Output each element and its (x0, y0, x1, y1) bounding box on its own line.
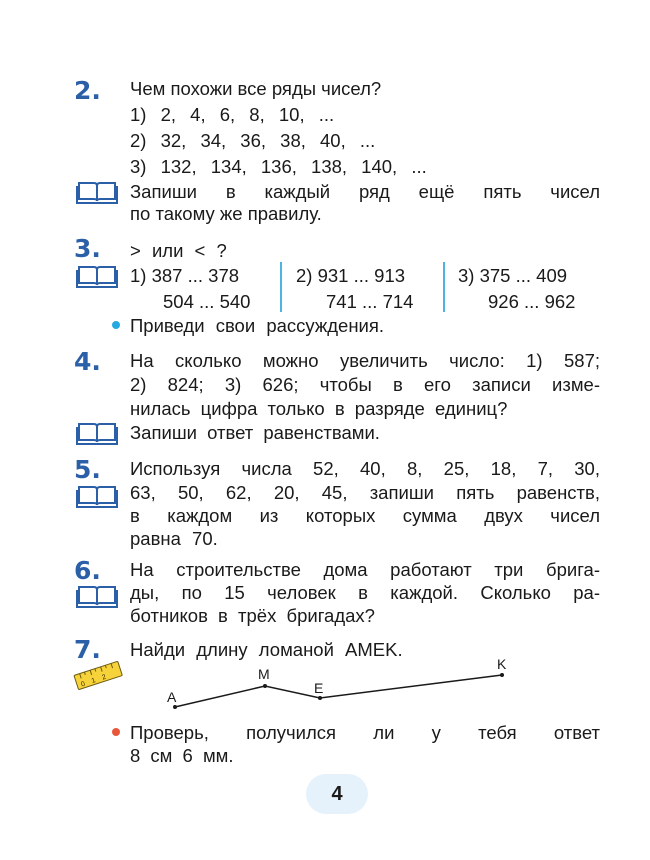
check-text: Проверь, получился ли у тебя ответ (130, 722, 600, 743)
notebook-icon (76, 262, 118, 288)
comparison-item: 3) 375 ... 409 (458, 265, 568, 286)
task-text-line: 2) 824; 3) 626; чтобы в его записи изме- (130, 374, 600, 395)
task-text-line: На сколько можно увеличить число: 1) 587; (130, 350, 600, 371)
point-label: M (258, 666, 270, 682)
task-text-line: нилась цифра только в разряде единиц? (130, 398, 508, 419)
task-number: 2. (74, 76, 101, 105)
task-text-line: Используя числа 52, 40, 8, 25, 18, 7, 30, (130, 458, 600, 479)
check-bullet (112, 728, 120, 736)
number-row: 1) 2, 4, 6, 8, 10, ... (130, 104, 335, 125)
point-a (173, 705, 177, 709)
column-divider (443, 262, 445, 312)
task-instruction: по такому же правилу. (130, 203, 322, 224)
task-number: 3. (74, 234, 101, 263)
point-label: K (497, 656, 507, 672)
ruler-mark: 1 (90, 677, 97, 686)
ruler-mark: 2 (101, 673, 108, 682)
task-number: 7. (74, 635, 101, 664)
task-text-line: ды, по 15 человек в каждой. Сколько ра- (130, 582, 600, 603)
column-divider (280, 262, 282, 312)
check-text: 8 см 6 мм. (130, 745, 234, 766)
comparison-item: 1) 387 ... 378 (130, 265, 240, 286)
task-text-line: ботников в трёх бригадах? (130, 605, 375, 626)
number-row: 2) 32, 34, 36, 38, 40, ... (130, 130, 376, 151)
task-question: > или < ? (130, 240, 227, 261)
task-note: Приведи свои рассуждения. (130, 315, 385, 336)
task-number: 4. (74, 347, 101, 376)
point-label: E (314, 680, 324, 696)
comparison-item: 741 ... 714 (326, 291, 414, 312)
page-number: 4 (306, 774, 368, 814)
task-text-line: в каждом из которых сумма двух чисел (130, 505, 600, 526)
comparison-item: 926 ... 962 (488, 291, 576, 312)
point-k (500, 673, 504, 677)
task-instruction: Запиши в каждый ряд ещё пять чисел (130, 181, 600, 202)
comparison-item: 504 ... 540 (163, 291, 251, 312)
notebook-icon (76, 419, 118, 445)
task-question: Найди длину ломаной AMEK. (130, 639, 403, 660)
point-label: A (167, 689, 177, 705)
task-text-line: На строительстве дома работают три брига- (130, 559, 600, 580)
notebook-icon (76, 582, 118, 608)
task-text-line: равна 70. (130, 528, 218, 549)
broken-line-amek (175, 675, 502, 707)
task-number: 6. (74, 556, 101, 585)
notebook-icon (76, 482, 118, 508)
task-number: 5. (74, 455, 101, 484)
number-row: 3) 132, 134, 136, 138, 140, ... (130, 156, 427, 177)
polyline-diagram (150, 655, 530, 715)
point-e (318, 696, 322, 700)
ruler-icon (72, 660, 124, 690)
note-bullet (112, 321, 120, 329)
comparison-item: 2) 931 ... 913 (296, 265, 406, 286)
ruler-mark: 0 (80, 680, 87, 689)
point-m (263, 684, 267, 688)
task-text-line: 63, 50, 62, 20, 45, запиши пять равенств, (130, 482, 600, 503)
task-question: Чем похожи все ряды чисел? (130, 78, 382, 99)
notebook-icon (76, 178, 118, 204)
task-instruction: Запиши ответ равенствами. (130, 422, 380, 443)
